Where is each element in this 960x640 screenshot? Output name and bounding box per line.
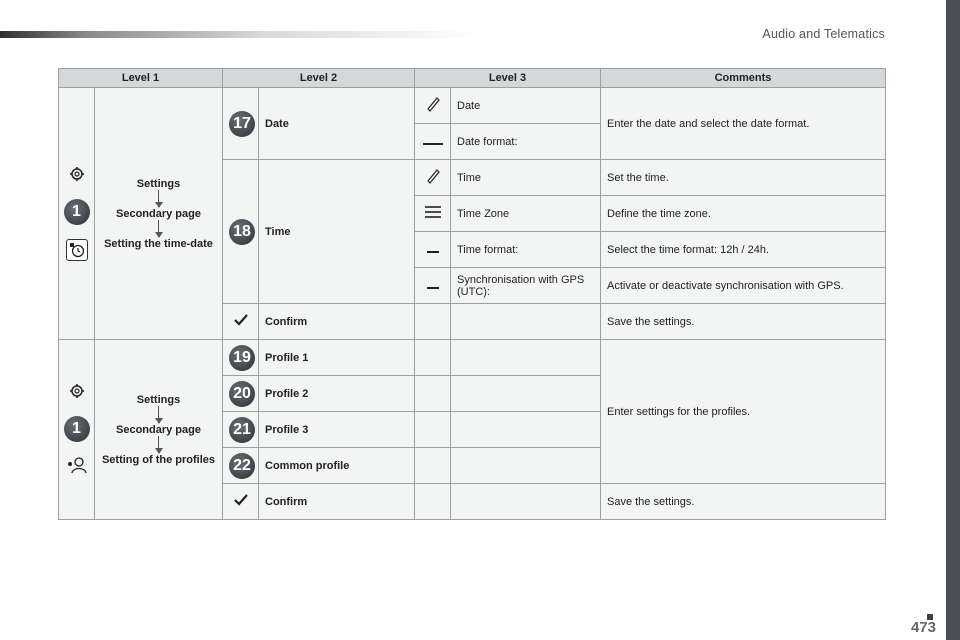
table-header-row (59, 69, 886, 88)
flow-step-secondary: Secondary page (116, 207, 201, 220)
level2-profile1: Profile 1 (259, 340, 415, 376)
table-row (59, 88, 886, 124)
level2-badge-cell (223, 448, 259, 484)
level2-profile3: Profile 3 (259, 412, 415, 448)
level2-badge-cell (223, 412, 259, 448)
level3-label: Time Zone (451, 196, 601, 232)
arrow-down-icon (101, 436, 216, 454)
empty-cell (415, 340, 451, 376)
level2-badge-cell (223, 160, 259, 304)
checkmark-icon (223, 304, 259, 340)
flow-step-final: Setting the time-date (104, 237, 213, 250)
flow-step-final: Setting of the profiles (101, 453, 216, 466)
gear-icon (69, 166, 85, 185)
step-number-badge: 1 (64, 199, 90, 225)
comment-cell: Select the time format: 12h / 24h. (601, 232, 886, 268)
empty-cell (451, 304, 601, 340)
gear-icon (69, 383, 85, 402)
page-number: 473 (910, 619, 936, 636)
empty-cell (415, 448, 451, 484)
level2-confirm: Confirm (259, 304, 415, 340)
pencil-icon (415, 88, 451, 124)
level2-profile2: Profile 2 (259, 376, 415, 412)
step-number-badge: 22 (229, 453, 255, 479)
empty-cell (451, 376, 601, 412)
comment-cell: Save the settings. (601, 304, 886, 340)
empty-cell (451, 484, 601, 520)
empty-cell (415, 484, 451, 520)
flow-step-secondary: Secondary page (116, 423, 201, 436)
arrow-down-icon (101, 220, 216, 238)
step-number-badge: 20 (229, 381, 255, 407)
header-comments: Comments (601, 69, 886, 88)
pencil-icon (415, 160, 451, 196)
comment-cell: Define the time zone. (601, 196, 886, 232)
level3-label: Date format: (451, 124, 601, 160)
level2-date: Date (259, 88, 415, 160)
section-title: Audio and Telematics (762, 27, 885, 41)
empty-cell (451, 448, 601, 484)
right-edge-bar (946, 0, 960, 640)
level1-flow-cell (95, 340, 223, 520)
toggle-icon (415, 232, 451, 268)
clock-settings-icon (66, 239, 88, 261)
level2-time: Time (259, 160, 415, 304)
header-gradient-rule (0, 31, 480, 38)
arrow-down-icon (101, 406, 216, 424)
format-bar-icon (415, 124, 451, 160)
comment-cell: Set the time. (601, 160, 886, 196)
list-icon (415, 196, 451, 232)
level3-label: Synchronisation with GPS (UTC): (451, 268, 601, 304)
level3-label: Date (451, 88, 601, 124)
step-number-badge: 1 (64, 416, 90, 442)
level3-label: Time format: (451, 232, 601, 268)
settings-table (58, 68, 886, 520)
level2-confirm: Confirm (259, 484, 415, 520)
step-number-badge: 19 (229, 345, 255, 371)
empty-cell (451, 340, 601, 376)
checkmark-icon (223, 484, 259, 520)
level1-flow-cell (95, 88, 223, 340)
header-level2: Level 2 (223, 69, 415, 88)
flow-step-settings: Settings (136, 393, 181, 406)
comment-cell: Enter the date and select the date format. (601, 88, 886, 160)
comment-cell: Activate or deactivate synchronisation with GPS. (601, 268, 886, 304)
step-number-badge: 18 (229, 219, 255, 245)
level2-badge-cell (223, 340, 259, 376)
empty-cell (415, 304, 451, 340)
level2-badge-cell (223, 88, 259, 160)
step-number-badge: 17 (229, 111, 255, 137)
empty-cell (451, 412, 601, 448)
table-row (59, 340, 886, 376)
comment-cell: Save the settings. (601, 484, 886, 520)
empty-cell (415, 376, 451, 412)
profile-icon (67, 456, 87, 477)
arrow-down-icon (101, 190, 216, 208)
level1-icons-cell (59, 88, 95, 340)
comment-cell: Enter settings for the profiles. (601, 340, 886, 484)
toggle-icon (415, 268, 451, 304)
step-number-badge: 21 (229, 417, 255, 443)
header-level1: Level 1 (59, 69, 223, 88)
level2-common-profile: Common profile (259, 448, 415, 484)
level2-badge-cell (223, 376, 259, 412)
flow-step-settings: Settings (136, 177, 181, 190)
empty-cell (415, 412, 451, 448)
level1-icons-cell (59, 340, 95, 520)
header-level3: Level 3 (415, 69, 601, 88)
level3-label: Time (451, 160, 601, 196)
